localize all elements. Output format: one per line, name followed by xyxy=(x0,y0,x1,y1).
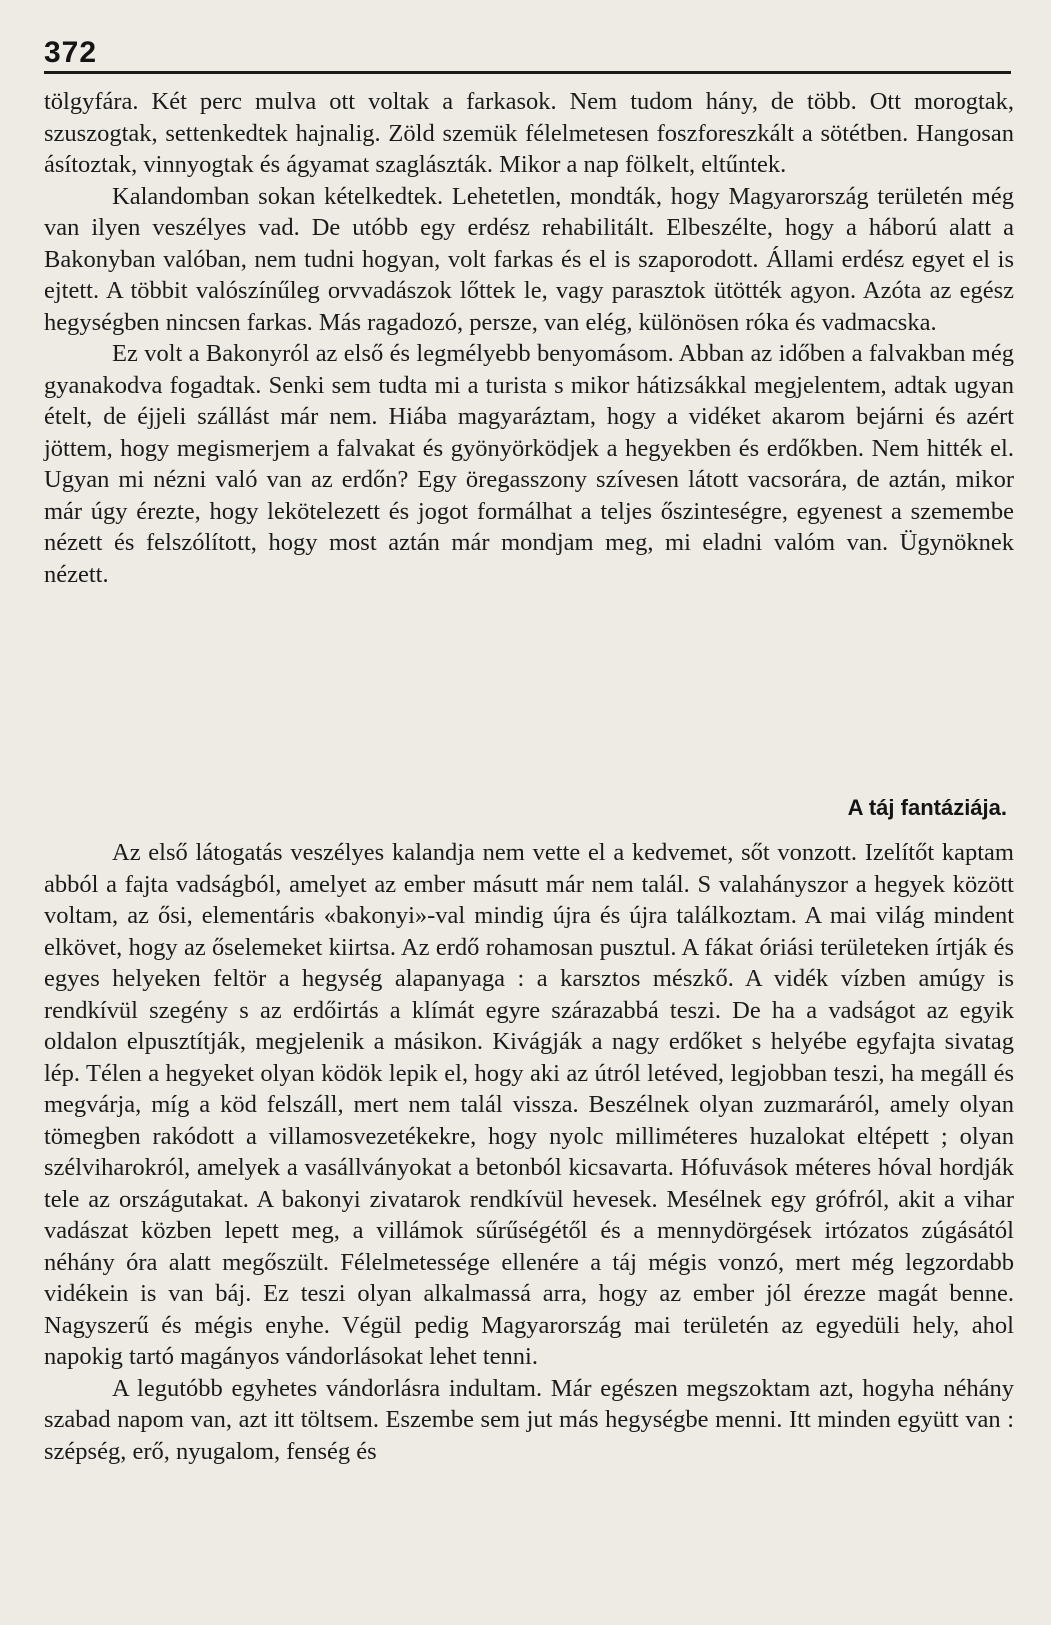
page-number: 372 xyxy=(44,36,98,69)
section-1-body xyxy=(44,86,1014,590)
paragraph: Kalandomban sokan kételkedtek. Lehetetlen, mondták, hogy Magyarország területén még van ilyen veszélyes vad. De utóbb egy erdész rehabilitált. Elbeszélte, hogy a háború alatt a Bakonyban valóban, nem tudni hogyan, volt farkas és el is szaporodott. Állami erdész egyet el is ejtett. A többit valószínűleg orvvadászok lőttek le, vagy parasztok ütötték agyon. Azóta az egész hegységben nincsen farkas. Más ragadozó, persze, van elég, különösen róka és vadmacska. xyxy=(44,182,1014,336)
paragraph: A legutóbb egyhetes vándorlásra indultam. Már egészen megszoktam azt, hogyha néhány szabad napom van, azt itt töltsem. Eszembe sem jut más hegységbe menni. Itt minden együtt van : szépség, erő, nyugalom, fenség és xyxy=(44,1374,1014,1465)
paragraph: tölgyfára. Két perc mulva ott voltak a farkasok. Nem tudom hány, de több. Ott morogtak, szuszogtak, settenkedtek hajnalig. Zöld szemük félelmetesen foszforeszkált a sötétben. Hangosan ásítoztak, vinnyogtak és ágyamat szaglászták. Mikor a nap fölkelt, eltűntek. xyxy=(44,88,1014,178)
section-heading: A táj fantáziája. xyxy=(847,795,1007,820)
section-2-body xyxy=(44,837,1014,1467)
paragraph: Ez volt a Bakonyról az első és legmélyebb benyomásom. Abban az időben a falvakban még gyanakodva fogadtak. Senki sem tudta mi a turista s mikor hátizsákkal megjelentem, adtak ugyan ételt, de éjjeli szállást már nem. Hiába magyaráztam, hogy a vidéket akarom bejárni és azért jöttem, hogy megismerjem a falvakat és gyönyörködjek a hegyekben és erdőkben. Nem hitték el. Ugyan mi nézni való van az erdőn? Egy öregasszony szívesen látott vacsorára, de aztán, mikor már úgy érezte, hogy lekötelezett és jogot formálhat a teljes őszinteségre, egyenest a szemembe nézett és felszólított, hogy most aztán már mondjam meg, mi eladni valóm van. Ügynöknek nézett. xyxy=(44,340,1014,588)
paragraph: Az első látogatás veszélyes kalandja nem vette el a kedvemet, sőt vonzott. Izelítőt kaptam abból a fajta vadságból, amelyet az ember másutt már nem talál. S valahányszor a hegyek között voltam, az ősi, elementáris «bakonyi»-val mindig újra és újra találkoztam. A mai világ mindent elkövet, hogy az őselemeket kiirtsa. Az erdő rohamosan pusztul. A fákat óriási területeken írtják és egyes helyeken feltör a hegység alapanyaga : a karsztos mészkő. A vidék vízben amúgy is rendkívül szegény s az erdőirtás a klímát egyre szárazabbá teszi. De ha a vadságot az egyik oldalon elpusztítják, megjelenik a másikon. Kivágják a nagy erdőket s helyébe egyfajta sivatag lép. Télen a hegyeket olyan ködök lepik el, hogy aki az útról letéved, legjobban teszi, ha megáll és megvárja, míg a köd felszáll, mert nem talál vissza. Beszélnek olyan zuzmaráról, amely olyan tömegben rakódott a villamosvezetékekre, hogy nyolc milliméteres huzalokat eltépett ; olyan szélviharokról, amelyek a vasállványokat a betonból kicsavarta. Hófuvások méteres hóval hordják tele az országutakat. A bakonyi zivatarok rendkívül hevesek. Mesélnek egy grófról, akit a vihar vadászat közben lepett meg, a villámok sűrűségétől és a mennydörgések irtózatos zúgásától néhány óra alatt megőszült. Félelmetessége ellenére a táj mégis vonzó, mert még legzordabb vidékein is van báj. Ez teszi olyan alkalmassá arra, hogy az ember jól érezze magát benne. Nagyszerű és mégis enyhe. Végül pedig Magyarország mai területén az egyedüli hely, ahol napokig tartó magányos vándorlásokat lehet tenni. xyxy=(44,839,1014,1370)
header-rule xyxy=(44,71,1011,74)
